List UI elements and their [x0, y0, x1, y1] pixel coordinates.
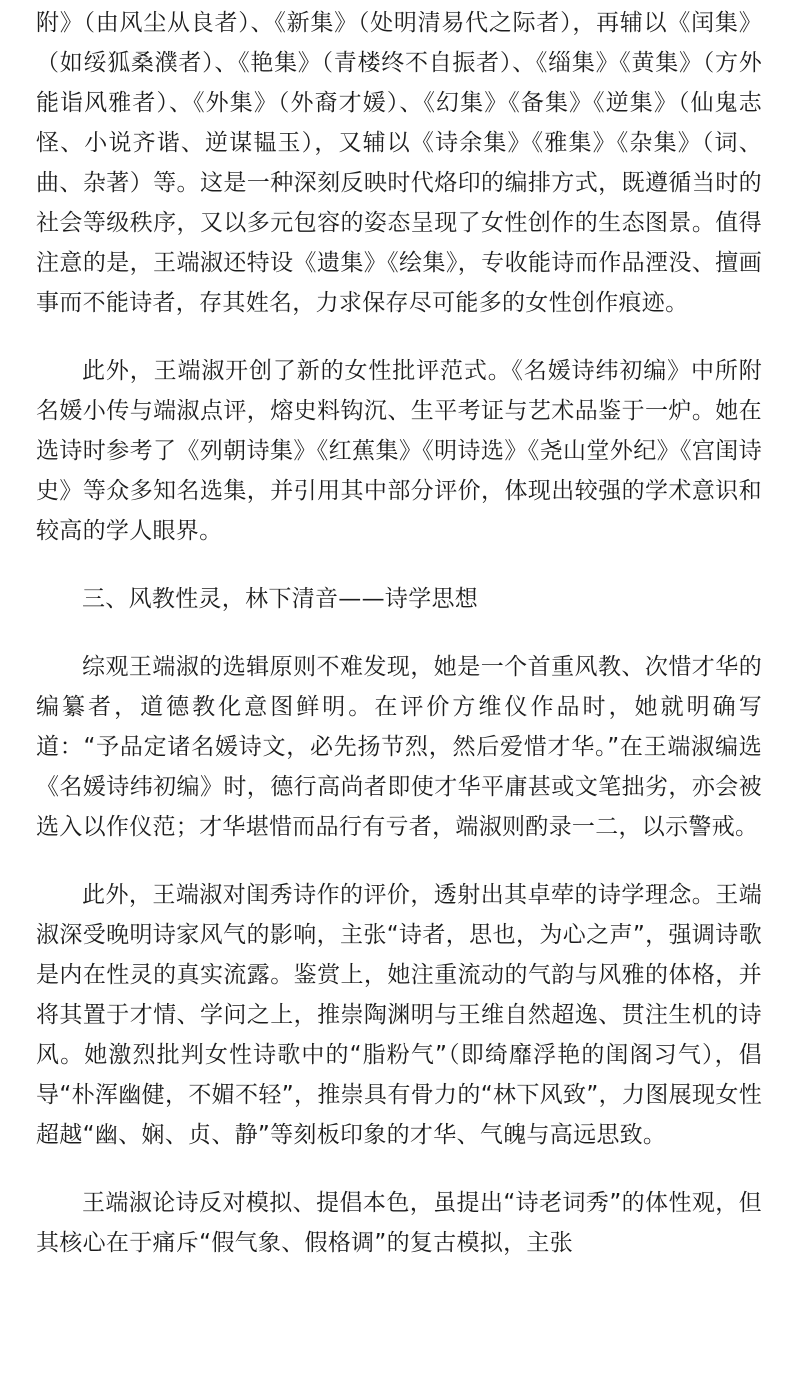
paragraph-anti-imitation: 王端淑论诗反对模拟、提倡本色，虽提出“诗老词秀”的体性观，但其核心在于痛斥“假气象、假格调”的复古模拟，主张	[36, 1190, 762, 1256]
paragraph-poetic-ideals: 此外，王端淑对闺秀诗作的评价，透射出其卓荦的诗学理念。王端淑深受晚明诗家风气的影响，主张“诗者，思也，为心之声”，强调诗歌是内在性灵的真实流露。鉴赏上，她注重流动的气韵与风雅的体格，并将其置于才情、学问之上，推崇陶渊明与王维自然超逸、贯注生机的诗风。她激烈批判女性诗歌中的“脂粉气”（即绮靡浮艳的闺阁习气），倡导“朴浑幽健，不媚不轻”，推崇具有骨力的“林下风致”，力图展现女性超越“幽、娴、贞、静”等刻板印象的才华、气魄与高远思致。	[36, 882, 762, 1148]
paragraph-collection-categories: 附》（由风尘从良者）、《新集》（处明清易代之际者），再辅以《闰集》（如绥狐桑濮者）、《艳集》（青楼终不自振者）、《缁集》《黄集》（方外能诣风雅者）、《外集》（外裔才媛）、《幻集》《备集》《逆集》（仙鬼志怪、小说齐谐、逆谋韫玉），又辅以《诗余集》《雅集》《杂集》（词、曲、杂著）等。这是一种深刻反映时代烙印的编排方式，既遵循当时的社会等级秩序，又以多元包容的姿态呈现了女性创作的生态图景。值得注意的是，王端淑还特设《遗集》《绘集》，专收能诗而作品湮没、擅画事而不能诗者，存其姓名，力求保存尽可能多的女性创作痕迹。	[36, 10, 762, 316]
paragraph-selection-principles: 综观王端淑的选辑原则不难发现，她是一个首重风教、次惜才华的编纂者，道德教化意图鲜明。在评价方维仪作品时，她就明确写道：“予品定诸名媛诗文，必先扬节烈，然后爱惜才华。”在王端淑编选《名媛诗纬初编》时，德行高尚者即使才华平庸甚或文笔拙劣，亦会被选入以作仪范；才华堪惜而品行有亏者，端淑则酌录一二，以示警戒。	[36, 654, 762, 840]
article-body	[36, 3, 762, 1291]
paragraph-critical-paradigm: 此外，王端淑开创了新的女性批评范式。《名媛诗纬初编》中所附名媛小传与端淑点评，熔史料钩沉、生平考证与艺术品鉴于一炉。她在选诗时参考了《列朝诗集》《红蕉集》《明诗选》《尧山堂外纪》《宫闺诗史》等众多知名选集，并引用其中部分评价，体现出较强的学术意识和较高的学人眼界。	[36, 358, 762, 544]
section-heading: 三、风教性灵，林下清音——诗学思想	[82, 586, 479, 612]
